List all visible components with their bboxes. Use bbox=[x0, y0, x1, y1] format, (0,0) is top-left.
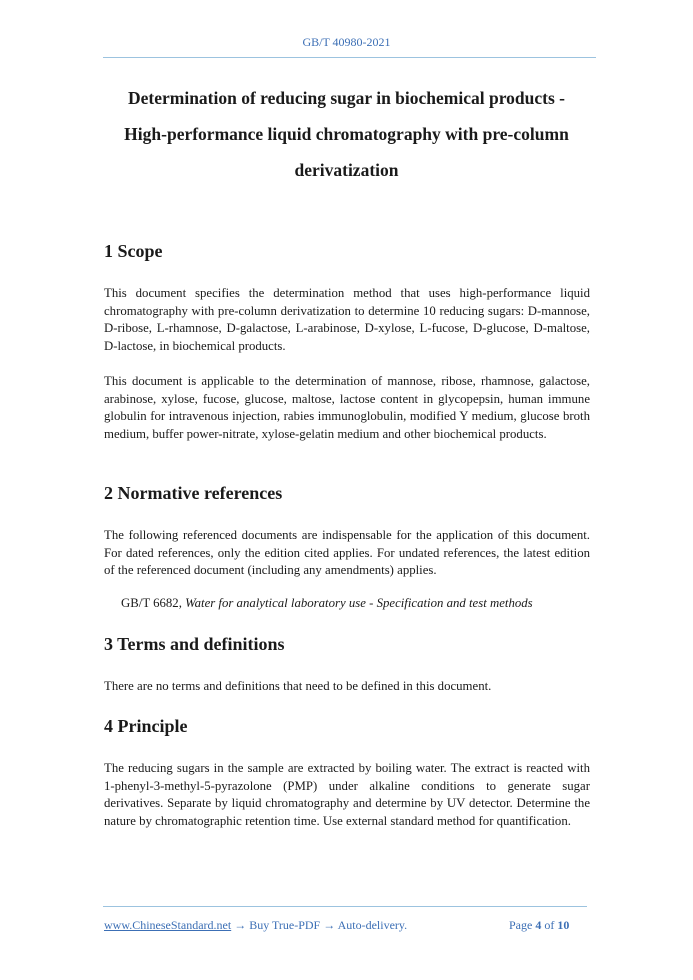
footer-auto-delivery: Auto-delivery. bbox=[337, 918, 408, 932]
page-label: Page bbox=[509, 918, 533, 932]
document-title bbox=[100, 80, 593, 188]
scope-paragraph-2: This document is applicable to the determination of mannose, ribose, rhamnose, galactose, arabinose, xylose, fucose, glucose, maltose, lactose content in glycopepsin, human immune globulin for intravenous injection, rabies immunoglobulin, modified Y medium, glucose broth medium, buffer power-nitrate, xylose-gelatin medium and other biochemical products. bbox=[104, 374, 590, 441]
footer-divider bbox=[103, 906, 587, 907]
title-line-3: derivatization bbox=[294, 160, 399, 180]
header-standard-code: GB/T 40980-2021 bbox=[302, 35, 391, 49]
terms-paragraph-1: There are no terms and definitions that need to be defined in this document. bbox=[104, 679, 492, 693]
page-total: 10 bbox=[557, 918, 570, 932]
arrow-right-icon: → bbox=[323, 918, 336, 932]
header-divider bbox=[103, 57, 596, 58]
arrow-right-icon: → bbox=[234, 918, 247, 932]
footer-site-link[interactable]: www.ChineseStandard.net bbox=[104, 918, 232, 932]
reference-title: Water for analytical laboratory use - Specification and test methods bbox=[185, 596, 533, 610]
normative-reference-item bbox=[121, 596, 533, 611]
reference-code: GB/T 6682, bbox=[121, 596, 182, 610]
normative-paragraph-1: The following referenced documents are indispensable for the application of this document. For dated references, only the edition cited applies. For undated references, the latest edition of the referenced document (including any amendments) applies. bbox=[104, 528, 590, 578]
section-heading-normative-references: 2 Normative references bbox=[104, 483, 283, 503]
section-heading-scope: 1 Scope bbox=[104, 241, 163, 261]
footer-links bbox=[104, 918, 407, 933]
scope-paragraph-1: This document specifies the determination method that uses high-performance liquid chromatography with pre-column derivatization to determine 10 reducing sugars: D-mannose, D-ribose, L-rhamnose, D-galactose, L-arabinose, D-xylose, L-fucose, D-glucose, D-maltose, D-lactose, in biochemical products. bbox=[104, 286, 590, 353]
footer-buy-link[interactable]: Buy True-PDF bbox=[249, 918, 321, 932]
page-of-label: of bbox=[544, 918, 555, 932]
principle-paragraph-1: The reducing sugars in the sample are extracted by boiling water. The extract is reacted with 1-phenyl-3-methyl-5-pyrazolone (PMP) under alkaline conditions to generate sugar derivatives. Separate by liquid chromatography and determine by UV detector. Determine the nature by chromatographic retention time. Use external standard method for quantification. bbox=[104, 761, 590, 828]
title-line-2: High-performance liquid chromatography with pre-column bbox=[124, 124, 569, 144]
title-line-1: Determination of reducing sugar in biochemical products - bbox=[127, 88, 565, 108]
page-indicator bbox=[509, 918, 569, 933]
section-heading-terms: 3 Terms and definitions bbox=[104, 634, 285, 654]
page-current: 4 bbox=[535, 918, 542, 932]
section-heading-principle: 4 Principle bbox=[104, 716, 188, 736]
